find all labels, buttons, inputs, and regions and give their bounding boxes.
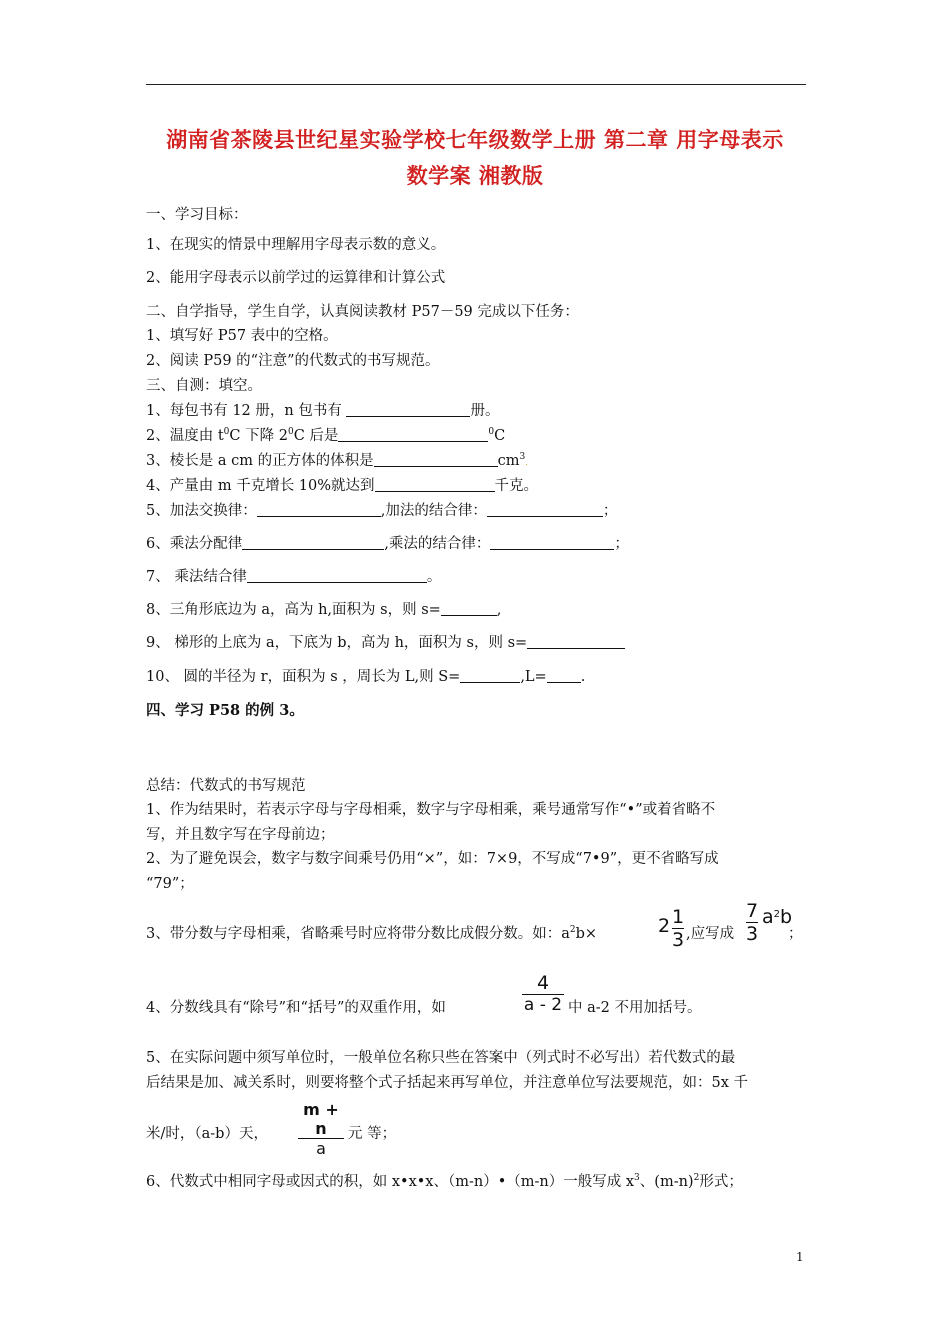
rule-6: 6、代数式中相同字母或因式的积，如 x•x•x、（m-n）•（m-n）一般写成 $x^3$、$(m-n)^2$形式； xyxy=(146,1173,743,1190)
question-5: 5、加法交换律： ,加法的结合律： ； xyxy=(146,503,618,519)
rule-4: 4、分数线具有“除号”和“括号”的双重作用，如 xyxy=(146,1000,446,1016)
answer-blank[interactable] xyxy=(527,634,625,649)
section1-heading: 一、学习目标： xyxy=(146,207,248,223)
rule-5-line2: 后结果是加、减关系时，则要将整个式子括起来再写单位，并注意单位写法要规范，如：5x 千 xyxy=(146,1075,749,1091)
document-title-line2: 数学案 湘教版 xyxy=(406,163,544,188)
question-1: 1、每包书有 12 册，n 包书有 册。 xyxy=(146,403,500,419)
answer-blank[interactable] xyxy=(460,668,520,683)
answer-blank[interactable] xyxy=(374,452,498,467)
answer-blank[interactable] xyxy=(338,427,488,442)
summary-heading: 总结：代数式的书写规范 xyxy=(146,778,306,794)
section1-item-1: 1、在现实的情景中理解用字母表示数的意义。 xyxy=(146,237,446,253)
rule-5-line3: 米/时，（a-b）天， xyxy=(146,1126,268,1142)
fraction-example: $\frac{4}{a - 2}$ xyxy=(523,972,563,1015)
header-rule xyxy=(146,84,806,85)
answer-blank[interactable] xyxy=(547,668,581,683)
rule-3-should-write: ,应写成 xyxy=(686,926,735,942)
rule-4-tail: 中 a-2 不用加括号。 xyxy=(568,1000,702,1016)
section2-item-2: 2、阅读 P59 的“注意”的代数式的书写规范。 xyxy=(146,353,440,369)
rule-2-line2: “79”； xyxy=(146,876,194,892)
answer-blank[interactable] xyxy=(257,502,381,517)
question-3: 3、棱长是 a cm 的正方体的体积是 $cm^3$. xyxy=(146,452,528,469)
question-10: 10、 圆的半径为 r，面积为 s ，周长为 L,则 S= ,L= . xyxy=(146,669,586,685)
answer-blank[interactable] xyxy=(441,601,497,616)
document-title-line1: 湖南省茶陵县世纪星实验学校七年级数学上册 第二章 用字母表示 xyxy=(166,127,784,152)
answer-blank[interactable] xyxy=(487,502,603,517)
answer-blank[interactable] xyxy=(242,535,384,550)
section1-item-2: 2、能用字母表示以前学过的运算律和计算公式 xyxy=(146,270,446,286)
question-9: 9、 梯形的上底为 a，下底为 b，高为 h，面积为 s，则 s= xyxy=(146,634,625,652)
section3-heading: 三、自测：填空。 xyxy=(146,378,262,394)
section4-heading: 四、学习 P58 的例 3。 xyxy=(146,702,304,719)
rule-2-line1: 2、为了避免误会，数字与数字间乘号仍用“×”，如：7×9，不写成“7•9”，更不省略写成 xyxy=(146,851,719,867)
rule-1-line1: 1、作为结果时，若表示字母与字母相乘，数字与字母相乘，乘号通常写作“•”或着省略不 xyxy=(146,802,716,818)
answer-blank[interactable] xyxy=(346,402,470,417)
question-7: 7、 乘法结合律 。 xyxy=(146,569,442,585)
answer-blank[interactable] xyxy=(247,568,427,583)
answer-blank[interactable] xyxy=(490,535,614,550)
section2-item-1: 1、填写好 P57 表中的空格。 xyxy=(146,328,338,344)
question-6: 6、乘法分配律 ,乘法的结合律： ； xyxy=(146,536,629,552)
rule-3: 3、带分数与字母相乘，省略乘号时应将带分数比成假分数。如：$a^2b\times$ xyxy=(146,925,598,942)
page-number: 1 xyxy=(796,1250,804,1264)
rule-5-line1: 5、在实际问题中须写单位时，一般单位名称只些在答案中（列式时不必写出）若代数式的最 xyxy=(146,1050,736,1066)
answer-blank[interactable] xyxy=(375,477,495,492)
rule-3-end: ； xyxy=(788,926,803,942)
rule-1-line2: 写，并且数字写在字母前边； xyxy=(146,827,335,843)
question-8: 8、三角形底边为 a，高为 h,面积为 s，则 s= , xyxy=(146,602,502,618)
question-4: 4、产量由 m 千克增长 10%就达到 千克。 xyxy=(146,478,539,494)
rule-5-tail: 元 等； xyxy=(348,1126,397,1142)
question-2: 2、温度由 $t^0C$ 下降 $2^0C$ 后是 $^0$C xyxy=(146,427,506,444)
fraction-example-unit: $\frac{m + n}{a}$ xyxy=(298,1100,344,1158)
section2-heading: 二、自学指导，学生自学，认真阅读教材 P57－59 完成以下任务： xyxy=(146,304,579,320)
